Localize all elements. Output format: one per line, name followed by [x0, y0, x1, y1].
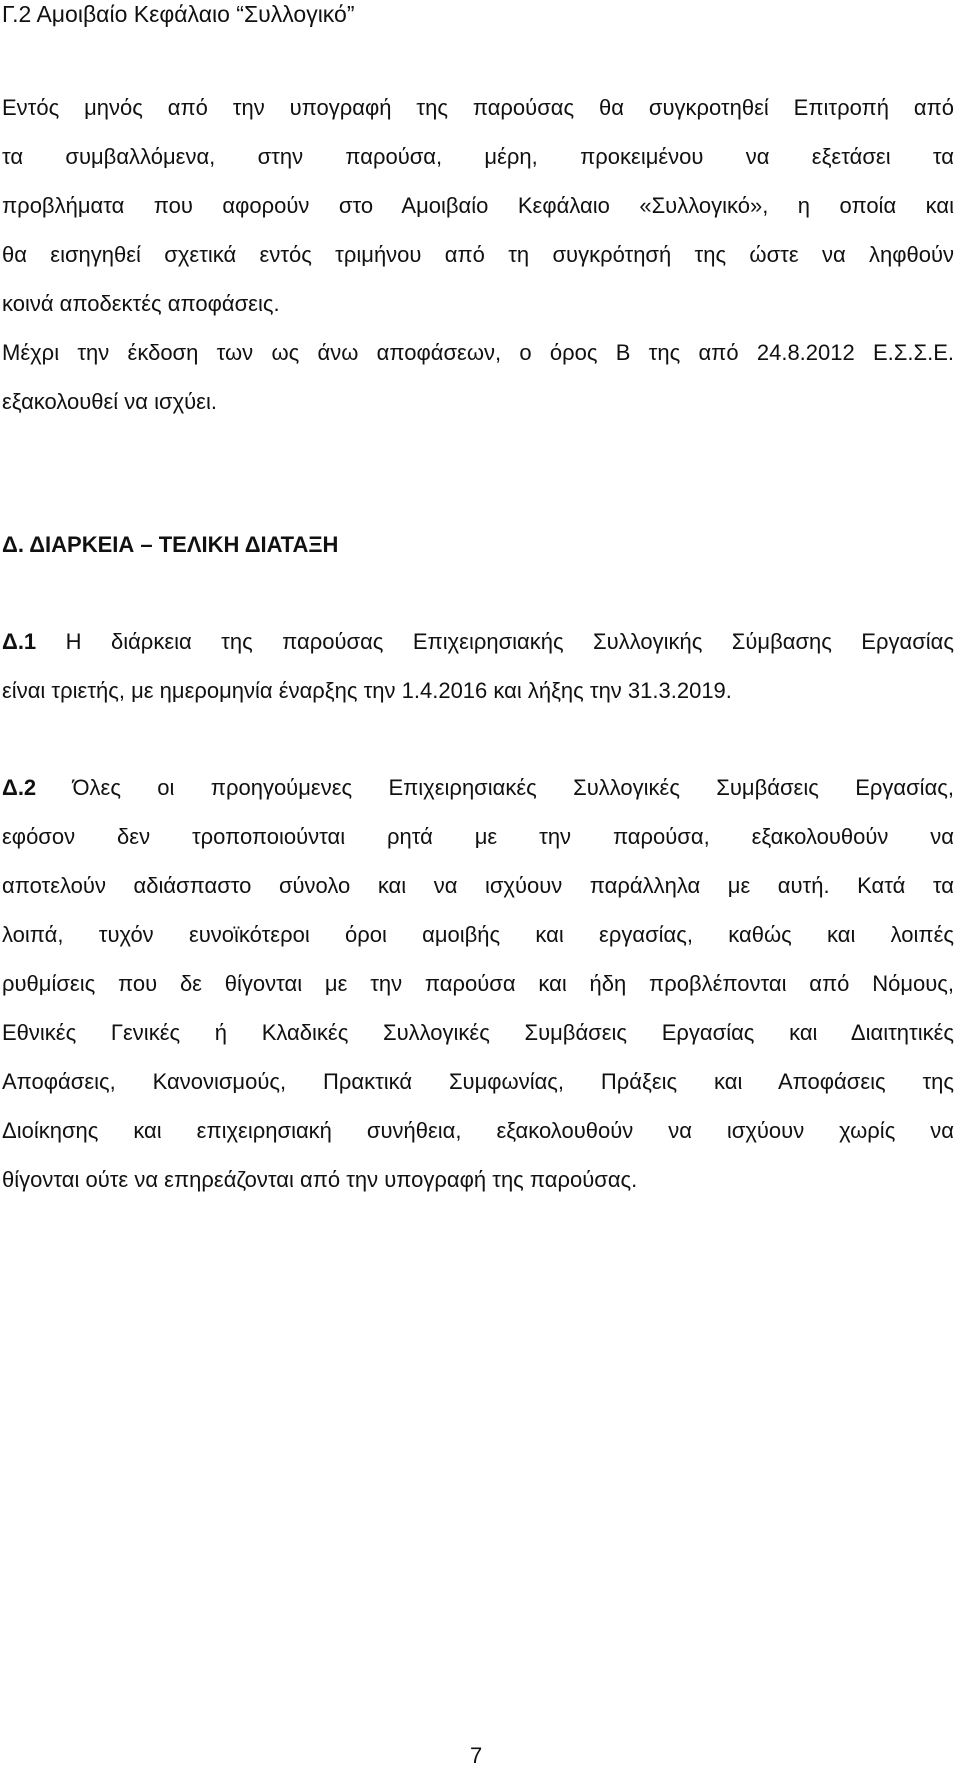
page-number: 7 — [470, 1743, 483, 1768]
paragraph-line: Εθνικές Γενικές ή Κλαδικές Συλλογικές Συμβάσεις Εργασίας και Διαιτητικές — [2, 1020, 954, 1045]
clause-label: Δ.1 — [2, 629, 37, 654]
paragraph-line: εξακολουθεί να ισχύει. — [2, 389, 217, 414]
paragraph-line: Αποφάσεις, Κανονισμούς, Πρακτικά Συμφωνίας, Πράξεις και Αποφάσεις της — [2, 1069, 954, 1094]
paragraph-line: τα συμβαλλόμενα, στην παρούσα, μέρη, προκειμένου να εξετάσει τα — [2, 144, 954, 169]
paragraph-line: εφόσον δεν τροποποιούνται ρητά με την παρούσα, εξακολουθούν να — [2, 824, 954, 849]
clause-d1-line — [2, 628, 954, 656]
paragraph-line: αποτελούν αδιάσπαστο σύνολο και να ισχύουν παράλληλα με αυτή. Κατά τα — [2, 873, 954, 898]
clause-text: Η διάρκεια της παρούσας Επιχειρησιακής Συλλογικής Σύμβασης Εργασίας — [36, 629, 954, 654]
paragraph-line: Διοίκησης και επιχειρησιακή συνήθεια, εξακολουθούν να ισχύουν χωρίς να — [2, 1118, 954, 1143]
paragraph-line: Εντός μηνός από την υπογραφή της παρούσας θα συγκροτηθεί Επιτροπή από — [2, 95, 954, 120]
paragraph-line: θα εισηγηθεί σχετικά εντός τριμήνου από τη συγκρότησή της ώστε να ληφθούν — [2, 242, 954, 267]
clause-label: Δ.2 — [2, 775, 37, 800]
section-heading-g2: Γ.2 Αμοιβαίο Κεφάλαιο “Συλλογικό” — [2, 1, 355, 27]
paragraph-line: κοινά αποδεκτές αποφάσεις. — [2, 291, 280, 316]
clause-text: Όλες οι προηγούμενες Επιχειρησιακές Συλλογικές Συμβάσεις Εργασίας, — [36, 775, 954, 800]
paragraph-line: είναι τριετής, με ημερομηνία έναρξης την 1.4.2016 και λήξης την 31.3.2019. — [2, 678, 732, 703]
paragraph-line: προβλήματα που αφορούν στο Αμοιβαίο Κεφάλαιο «Συλλογικό», η οποία και — [2, 193, 954, 218]
clause-d2-line — [2, 774, 954, 802]
section-heading-d: Δ. ΔΙΑΡΚΕΙΑ – ΤΕΛΙΚΗ ΔΙΑΤΑΞΗ — [2, 532, 339, 557]
paragraph-line: Μέχρι την έκδοση των ως άνω αποφάσεων, ο όρος Β της από 24.8.2012 Ε.Σ.Σ.Ε. — [2, 340, 954, 365]
paragraph-line: λοιπά, τυχόν ευνοϊκότεροι όροι αμοιβής και εργασίας, καθώς και λοιπές — [2, 922, 954, 947]
paragraph-line: θίγονται ούτε να επηρεάζονται από την υπογραφή της παρούσας. — [2, 1167, 638, 1192]
paragraph-line: ρυθμίσεις που δε θίγονται με την παρούσα και ήδη προβλέπονται από Νόμους, — [2, 971, 954, 996]
